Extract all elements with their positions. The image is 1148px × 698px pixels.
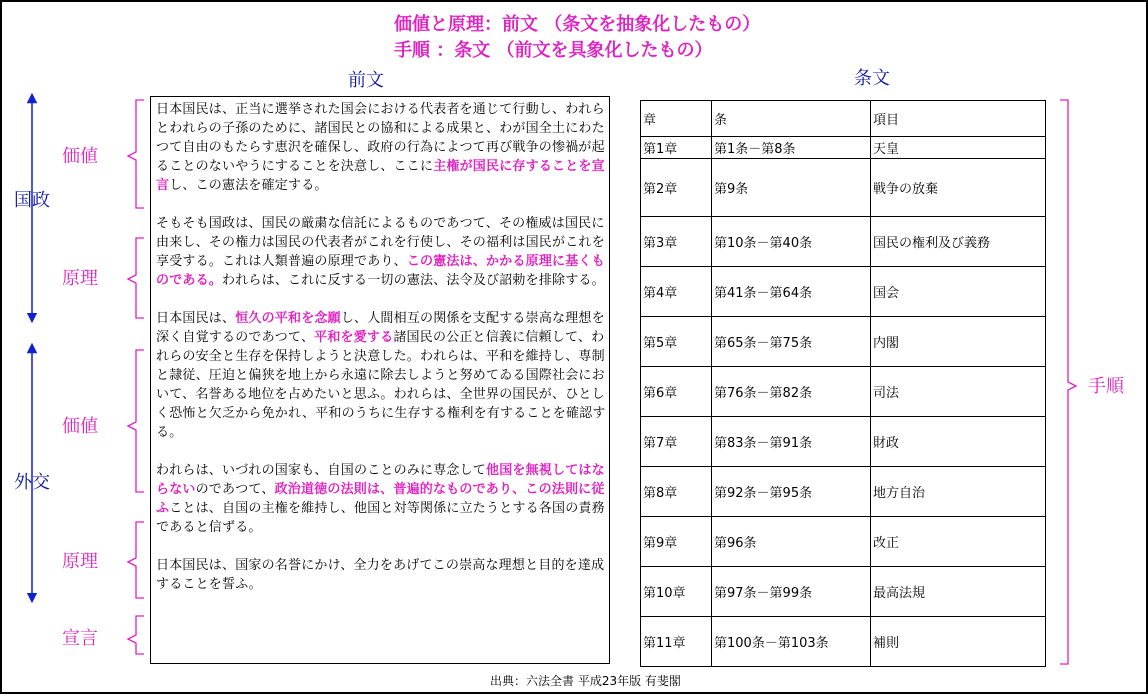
item-cell: 司法: [871, 367, 1046, 417]
article-cell: 第76条－第82条: [712, 367, 871, 417]
chapter-cell: 章: [641, 101, 712, 137]
label-value-2: 価値: [62, 416, 98, 437]
label-procedure: 手順: [1088, 376, 1124, 397]
table-row: [641, 217, 1046, 267]
article-cell: 第96条: [712, 517, 871, 567]
preamble-paragraph-4: われらは、いづれの国家も、自国のことのみに専念して他国を無視してはならないのであつて、政治道徳の法則は、普遍的なものであり、この法則に従ふことは、自国の主権を維持し、他国と対等関係に立たうとする各国の責務であると信ずる。: [156, 463, 605, 535]
chapter-cell: 第4章: [641, 267, 712, 317]
preamble-title: 前文: [348, 70, 384, 91]
table-row: [641, 317, 1046, 367]
chapter-cell: 第6章: [641, 367, 712, 417]
emphasis-sovereignty: 主権が国民に存することを宣言: [156, 159, 605, 193]
articles-title: 条文: [854, 68, 890, 89]
item-cell: 内閣: [871, 317, 1046, 367]
label-principle-2: 原理: [62, 551, 98, 572]
chapter-cell: 第10章: [641, 567, 712, 617]
preamble-paragraph-3: 日本国民は、恒久の平和を念願し、人間相互の関係を支配する崇高な理想を深く自覚するのであつて、平和を愛する諸国民の公正と信義に信頼して、われらの安全と生存を保持しようと決意した。われらは、平和を維持し、専制と隷従、圧迫と偏狭を地上から永遠に除去しようと努めてゐる国際社会において、名誉ある地位を占めたいと思ふ。われらは、全世界の国民が、ひとしく恐怖と欠乏から免かれ、平和のうちに生存する権利を有することを確認する。: [156, 311, 606, 440]
chapter-cell: 第2章: [641, 159, 712, 217]
preamble-box: [150, 96, 610, 664]
preamble-paragraph-5: 日本国民は、国家の名誉にかけ、全力をあげてこの崇高な理想と目的を達成することを誓ふ。: [156, 558, 605, 592]
table-row: [641, 137, 1046, 159]
item-cell: 天皇: [871, 137, 1046, 159]
table-row: [641, 617, 1046, 667]
source-note: 出典：六法全書 平成23年版 有斐閣: [490, 674, 681, 688]
item-cell: 国会: [871, 267, 1046, 317]
bracket-value-1: [128, 100, 144, 208]
article-cell: 第65条－第75条: [712, 317, 871, 367]
articles-table: [640, 100, 1046, 667]
table-row: [641, 467, 1046, 517]
bracket-procedure: [1060, 100, 1076, 664]
article-cell: 条: [712, 101, 871, 137]
article-cell: 第9条: [712, 159, 871, 217]
article-cell: 第83条－第91条: [712, 417, 871, 467]
chapter-cell: 第5章: [641, 317, 712, 367]
chapter-cell: 第9章: [641, 517, 712, 567]
article-cell: 第41条－第64条: [712, 267, 871, 317]
emphasis-lasting-peace: 恒久の平和を念願: [235, 311, 341, 326]
item-cell: 国民の権利及び義務: [871, 217, 1046, 267]
bracket-value-2: [128, 350, 144, 492]
label-principle-1: 原理: [62, 268, 98, 289]
chapter-cell: 第8章: [641, 467, 712, 517]
emphasis-political-morality: 政治道徳の法則は、普遍的なものであり、この法則に従ふ: [156, 482, 605, 516]
item-cell: 地方自治: [871, 467, 1046, 517]
article-cell: 第100条－第103条: [712, 617, 871, 667]
bracket-principle-2: [128, 522, 144, 598]
table-header-row: [641, 101, 1046, 137]
article-cell: 第97条－第99条: [712, 567, 871, 617]
emphasis-principle: この憲法は、かかる原理に基くものである。: [156, 254, 605, 288]
chapter-cell: 第1章: [641, 137, 712, 159]
item-cell: 改正: [871, 517, 1046, 567]
table-row: [641, 367, 1046, 417]
table-row: [641, 517, 1046, 567]
item-cell: 戦争の放棄: [871, 159, 1046, 217]
preamble-paragraph-2: そもそも国政は、国民の厳粛な信託によるものであつて、その権威は国民に由来し、その権力は国民の代表者がこれを行使し、その福利は国民がこれを享受する。これは人類普遍の原理であり、この憲法は、かかる原理に基くものである。われらは、これに反する一切の憲法、法令及び詔勅を排除する。: [156, 216, 605, 288]
article-cell: 第92条－第95条: [712, 467, 871, 517]
header-line-1: 価値と原理：前文 （条文を抽象化したもの）: [394, 14, 761, 35]
emphasis-peace-loving: 平和を愛する: [314, 330, 394, 345]
label-declaration: 宣言: [62, 628, 98, 649]
label-gaiko: 外交: [14, 472, 50, 493]
preamble-paragraph-1: 日本国民は、正当に選挙された国会における代表者を通じて行動し、われらとわれらの子孫のために、諸国民との協和による成果と、わが国全土にわたつて自由のもたらす恵沢を確保し、政府の行為によつて再び戦争の惨禍が起ることのないやうにすることを決意し、ここに主権が国民に存することを宣言し、この憲法を確定する。: [156, 102, 605, 193]
article-cell: 第1条－第8条: [712, 137, 871, 159]
item-cell: 財政: [871, 417, 1046, 467]
item-cell: 補則: [871, 617, 1046, 667]
chapter-cell: 第3章: [641, 217, 712, 267]
header-line-2: 手順 ：条文 （前文を具象化したもの）: [394, 40, 713, 61]
bracket-declaration: [128, 616, 144, 654]
table-row: [641, 267, 1046, 317]
article-cell: 第10条－第40条: [712, 217, 871, 267]
bracket-principle-1: [128, 238, 144, 318]
emphasis-no-ignore: 他国を無視してはならない: [156, 463, 605, 497]
label-value-1: 価値: [62, 146, 98, 167]
table-row: [641, 159, 1046, 217]
item-cell: 項目: [871, 101, 1046, 137]
chapter-cell: 第11章: [641, 617, 712, 667]
label-kokusei: 国政: [14, 190, 50, 211]
item-cell: 最高法規: [871, 567, 1046, 617]
table-row: [641, 567, 1046, 617]
table-row: [641, 417, 1046, 467]
chapter-cell: 第7章: [641, 417, 712, 467]
